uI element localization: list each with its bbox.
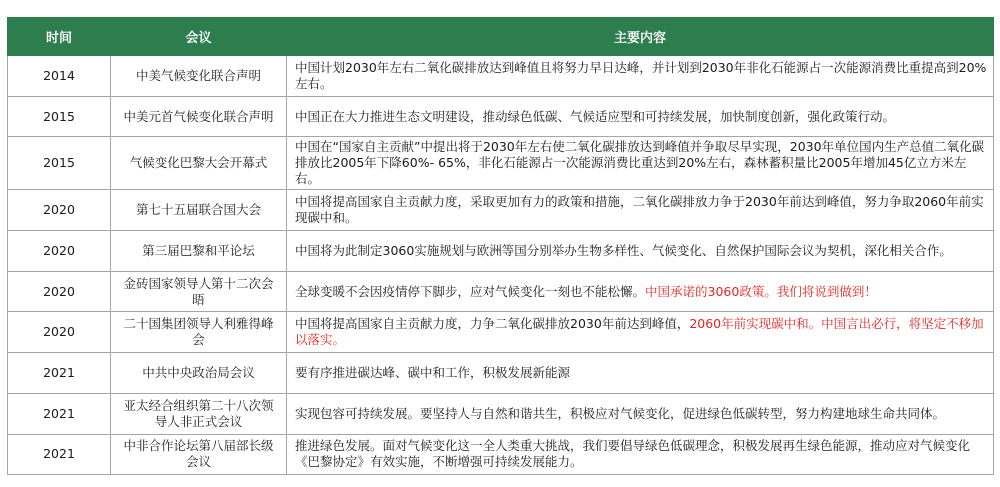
content-text: 实现包容可持续发展。要坚持人与自然和谐共生，积极应对气候变化，促进绿色低碳转型，努力构建地球生命共同体。: [295, 405, 946, 421]
content-cell: [287, 96, 994, 137]
year-cell: 2015: [8, 96, 111, 137]
meeting-cell: 气候变化巴黎大会开幕式: [111, 137, 287, 190]
content-cell: [287, 271, 994, 312]
year-cell: 2020: [8, 231, 111, 272]
table-row: [8, 231, 994, 272]
content-cell: [287, 231, 994, 272]
header-row: [8, 18, 994, 56]
table-row: [8, 137, 994, 190]
meeting-cell: 二十国集团领导人利雅得峰会: [111, 312, 287, 353]
year-cell: 2021: [8, 434, 111, 475]
year-cell: 2020: [8, 271, 111, 312]
table-row: [8, 353, 994, 394]
climate-policy-table: [7, 17, 994, 475]
header-meeting: 会议: [111, 18, 287, 56]
content-text: 推进绿色发展。面对气候变化这一全人类重大挑战，我们要倡导绿色低碳理念，积极发展再生绿色能源，推动应对气候变化《巴黎协定》有效实施，不断增强可持续发展能力。: [295, 438, 971, 470]
meeting-cell: 中美元首气候变化联合声明: [111, 96, 287, 137]
table-header: [8, 18, 994, 56]
content-text: 中国在“国家自主贡献”中提出将于2030年左右使二氧化碳排放达到峰值并争取尽早实现，2030年单位国内生产总值二氧化碳排放比2005年下降60%- 65%，非化石能源占一次能源消费比重达到20%左右，森林蓄积量比2005年增加45亿立方米左右。: [295, 139, 985, 187]
table-row: [8, 96, 994, 137]
year-cell: 2014: [8, 56, 111, 97]
header-content: 主要内容: [287, 18, 994, 56]
content-cell: [287, 434, 994, 475]
content-cell: [287, 56, 994, 97]
header-year: 时间: [8, 18, 111, 56]
content-text: 中国将提高国家自主贡献力度，力争二氧化碳排放2030年前达到峰值，: [295, 316, 690, 332]
table-row: [8, 434, 994, 475]
table-row: [8, 393, 994, 434]
meeting-cell: 第七十五届联合国大会: [111, 190, 287, 231]
content-text: 中国正在大力推进生态文明建设，推动绿色低碳、气候适应型和可持续发展，加快制度创新，强化政策行动。: [295, 108, 896, 124]
table-row: [8, 56, 994, 97]
year-cell: 2020: [8, 190, 111, 231]
table-body: [8, 56, 994, 475]
table-row: [8, 190, 994, 231]
content-cell: [287, 393, 994, 434]
content-cell: [287, 137, 994, 190]
content-text: 中国将提高国家自主贡献力度，采取更加有力的政策和措施，二氧化碳排放力争于2030年前达到峰值，努力争取2060年前实现碳中和。: [295, 194, 984, 226]
content-text: 中国将为此制定3060实施规划与欧洲等国分别举办生物多样性、气候变化、自然保护国际会议为契机，深化相关合作。: [295, 242, 952, 258]
year-cell: 2021: [8, 393, 111, 434]
content-text: 要有序推进碳达峰、碳中和工作，积极发展新能源: [295, 364, 571, 380]
table-row: [8, 271, 994, 312]
meeting-cell: 中美气候变化联合声明: [111, 56, 287, 97]
meeting-cell: 第三届巴黎和平论坛: [111, 231, 287, 272]
year-cell: 2021: [8, 353, 111, 394]
highlighted-text: 2060年前实现碳中和。中国言出必行，将坚定不移加以落实。: [295, 316, 984, 348]
year-cell: 2015: [8, 137, 111, 190]
meeting-cell: 中非合作论坛第八届部长级会议: [111, 434, 287, 475]
content-cell: [287, 312, 994, 353]
meeting-cell: 中共中央政治局会议: [111, 353, 287, 394]
policy-table-container: [7, 17, 993, 475]
table-row: [8, 312, 994, 353]
meeting-cell: 金砖国家领导人第十二次会晤: [111, 271, 287, 312]
content-cell: [287, 353, 994, 394]
content-cell: [287, 190, 994, 231]
highlighted-text: 中国承诺的3060政策。我们将说到做到！: [645, 283, 877, 299]
content-text: 全球变暖不会因疫情停下脚步，应对气候变化一刻也不能松懈。: [295, 283, 646, 299]
meeting-cell: 亚太经合组织第二十八次领导人非正式会议: [111, 393, 287, 434]
content-text: 中国计划2030年左右二氧化碳排放达到峰值且将努力早日达峰，并计划到2030年非化石能源占一次能源消费比重提高到20%左右。: [295, 59, 987, 91]
year-cell: 2020: [8, 312, 111, 353]
